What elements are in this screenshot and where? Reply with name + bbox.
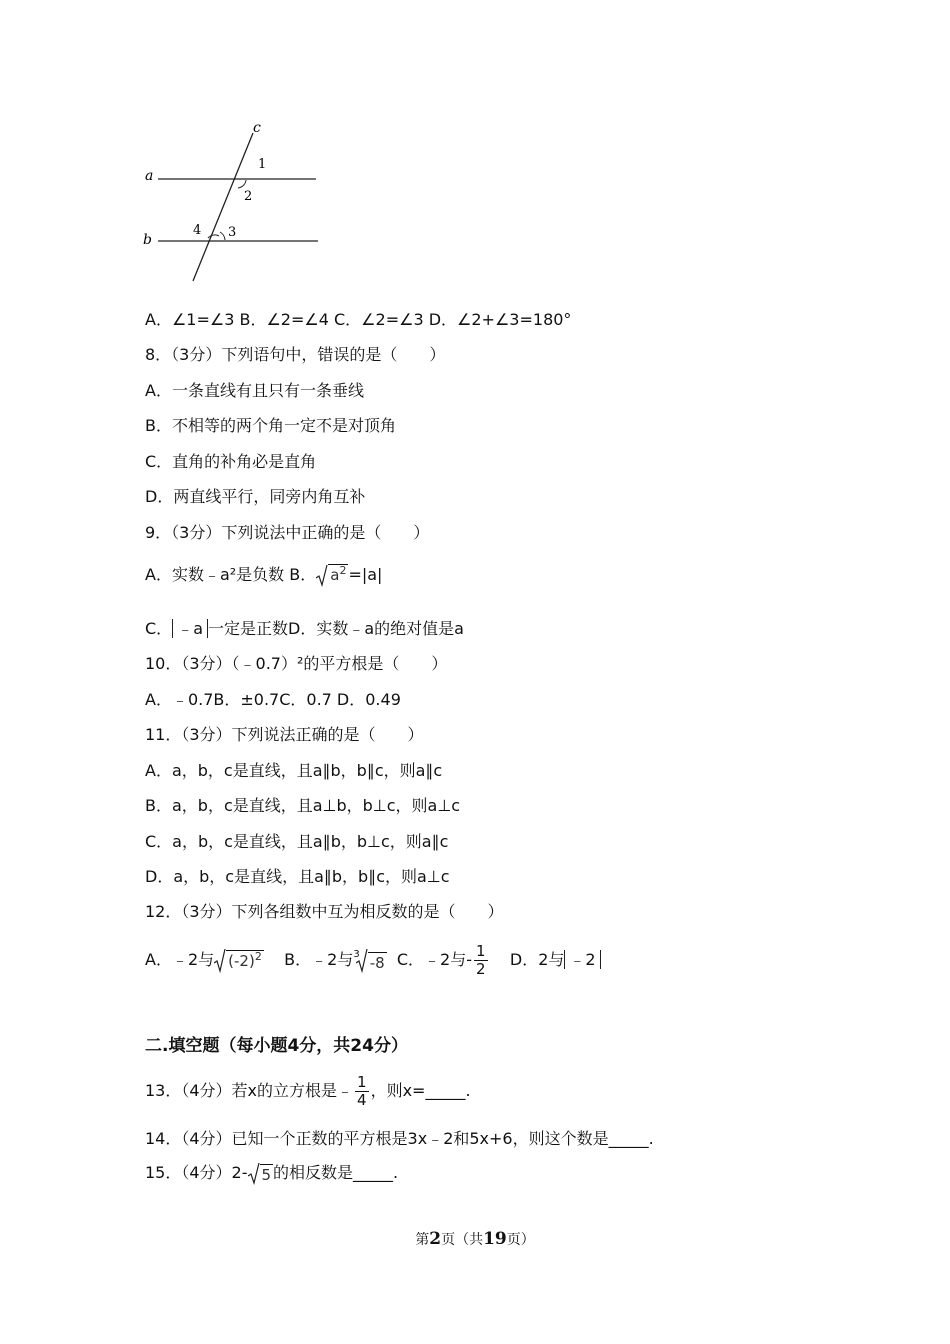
q15-sqrt	[248, 1163, 274, 1185]
transversal-c	[193, 133, 253, 281]
label-angle-2: 2	[244, 189, 253, 204]
q15-suffix: 的相反数是_____.	[273, 1163, 399, 1182]
section-2-title: 二.填空题（每小题4分，共24分）	[145, 1036, 408, 1056]
label-angle-3: 3	[228, 225, 237, 240]
q15-radicand: 5	[261, 1165, 272, 1184]
q12-stem: 12．（3分）下列各组数中互为相反数的是（ ）	[145, 902, 504, 921]
q12-b-index: 3	[353, 949, 360, 960]
q12-option-d: D．2与	[509, 950, 565, 969]
q15	[145, 1162, 398, 1185]
q12-a-exponent: 2	[254, 949, 262, 963]
q8-option-a: A．一条直线有且只有一条垂线	[145, 381, 364, 400]
q8-stem: 8．（3分）下列语句中，错误的是（ ）	[145, 345, 446, 364]
q10-stem: 10．（3分）（﹣0.7）²的平方根是（ ）	[145, 654, 448, 673]
q11-option-a: A．a，b，c是直线，且a∥b，b∥c，则a∥c	[145, 761, 443, 780]
q9-abs-value: ﹣a	[172, 619, 208, 638]
q9-option-ab	[145, 564, 382, 587]
q12-options	[145, 942, 601, 981]
label-b: b	[143, 232, 152, 248]
q12-a-radicand: (-2)	[228, 951, 255, 970]
label-c: c	[253, 120, 261, 136]
q7-options: A．∠1=∠3 B．∠2=∠4 C．∠2=∠3 D．∠2+∠3=180°	[145, 310, 572, 329]
q11-option-d: D．a，b，c是直线，且a∥b，b∥c，则a⊥c	[145, 867, 450, 886]
q9-option-cd-text: 一定是正数D．实数﹣a的绝对值是a	[208, 619, 464, 638]
label-angle-4: 4	[193, 223, 202, 238]
q13-denominator: 4	[357, 1091, 367, 1109]
q13	[145, 1073, 471, 1109]
q12-c-sign: -	[466, 950, 472, 969]
radical-sign-icon	[214, 949, 226, 973]
q12-c-denominator: 2	[475, 960, 486, 978]
q11-stem: 11．（3分）下列说法正确的是（ ）	[145, 725, 424, 744]
footer-mid: 页（共	[441, 1232, 484, 1248]
radical-sign-icon	[316, 565, 328, 587]
footer-pre: 第	[415, 1232, 430, 1248]
q12-b-cbrt	[356, 949, 387, 973]
q11-option-c: C．a，b，c是直线，且a∥b，b⊥c，则a∥c	[145, 832, 449, 851]
arc-angle-4	[208, 235, 219, 238]
q13-fraction	[355, 1074, 369, 1109]
q8-option-b: B．不相等的两个角一定不是对顶角	[145, 416, 396, 435]
q13-numerator: 1	[357, 1073, 367, 1091]
q14: 14．（4分）已知一个正数的平方根是3x﹣2和5x+6，则这个数是_____.	[145, 1129, 654, 1148]
radical-sign-icon	[248, 1163, 260, 1185]
q12-d-abs: ﹣2	[564, 950, 600, 969]
footer-page-number: 2	[429, 1229, 442, 1249]
q10-options: A．﹣0.7B．±0.7C．0.7 D．0.49	[145, 690, 401, 709]
q15-expr-lead: 2-	[231, 1163, 248, 1182]
q8-option-c: C．直角的补角必是直角	[145, 452, 317, 471]
page-footer	[0, 1229, 950, 1249]
q13-prefix: 13．（4分）若x的立方根是﹣	[145, 1081, 354, 1100]
q9-option-cd	[145, 618, 464, 640]
footer-total-pages: 19	[483, 1229, 507, 1249]
q15-prefix: 15．（4分）	[145, 1163, 232, 1182]
q9-option-a: A．实数﹣a²是负数 B．	[145, 565, 317, 584]
q9-sqrt	[316, 564, 348, 587]
footer-post: 页）	[506, 1232, 535, 1248]
q8-option-d: D．两直线平行，同旁内角互补	[145, 487, 366, 506]
parallel-lines-figure	[140, 118, 330, 288]
q12-c-fraction	[474, 943, 488, 978]
label-angle-1: 1	[258, 157, 267, 172]
arc-angle-3	[220, 232, 225, 240]
q9-abs-rhs: =|a|	[348, 565, 383, 584]
arc-angle-2	[238, 180, 246, 188]
q12-b-radicand: -8	[369, 953, 385, 972]
q12-a-sqrt	[214, 949, 264, 973]
q12-option-b: B．﹣2与	[284, 950, 354, 969]
q9-option-c-prefix: C．	[145, 619, 173, 638]
q13-suffix: ，则x=_____.	[370, 1081, 471, 1100]
q11-option-b: B．a，b，c是直线，且a⊥b，b⊥c，则a⊥c	[145, 796, 461, 815]
label-a: a	[145, 168, 154, 184]
q9-radicand: a	[330, 566, 340, 584]
q9-stem: 9．（3分）下列说法中正确的是（ ）	[145, 523, 430, 542]
q12-c-numerator: 1	[475, 942, 486, 960]
q12-option-c: C．﹣2与	[396, 950, 467, 969]
q12-option-a: A．﹣2与	[145, 950, 215, 969]
q9-exponent: 2	[339, 564, 347, 577]
